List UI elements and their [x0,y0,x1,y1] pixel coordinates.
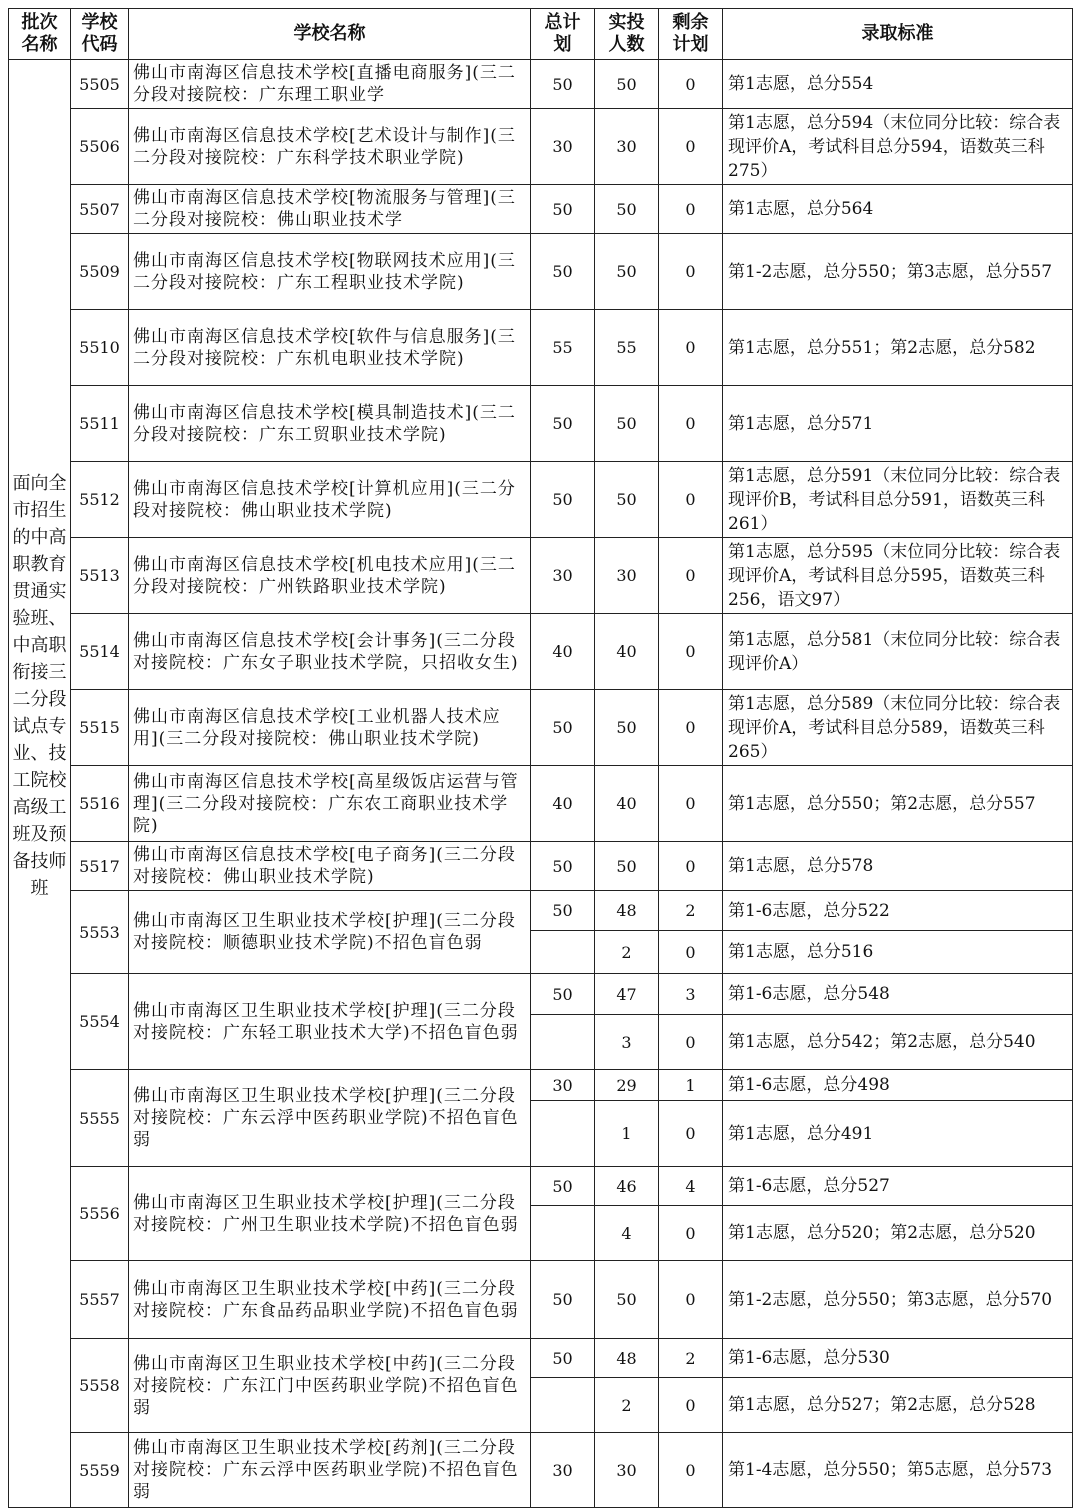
school-code-cell: 5555 [71,1070,129,1167]
table-row [9,842,1073,891]
school-name-cell: 佛山市南海区信息技术学校[软件与信息服务](三二分段对接院校：广东机电职业技术学院) [129,310,531,386]
school-code-cell: 5512 [71,462,129,538]
school-name-cell: 佛山市南海区信息技术学校[机电技术应用](三二分段对接院校：广州铁路职业技术学院) [129,538,531,614]
enrolled-count-cell: 30 [595,109,659,185]
table-row [9,1339,1073,1378]
header-standard: 录取标准 [723,9,1073,60]
header-code: 学校 代码 [71,9,129,60]
admission-standard-cell: 第1志愿，总分594（末位同分比较：综合表现评价A，考试科目总分594，语数英三科275） [723,109,1073,185]
remaining-plan-cell: 0 [659,538,723,614]
school-name-cell: 佛山市南海区信息技术学校[会计事务](三二分段对接院校：广东女子职业技术学院，只招收女生) [129,614,531,690]
school-name-cell: 佛山市南海区卫生职业技术学校[中药](三二分段对接院校：广东食品药品职业学院)不招色盲色弱 [129,1261,531,1339]
remaining-plan-cell: 0 [659,1101,723,1167]
total-plan-cell: 50 [531,60,595,109]
enrolled-count-cell: 40 [595,766,659,842]
school-name-cell: 佛山市南海区信息技术学校[模具制造技术](三二分段对接院校：广东工贸职业技术学院) [129,386,531,462]
remaining-plan-cell: 0 [659,310,723,386]
admission-standard-cell: 第1志愿，总分571 [723,386,1073,462]
school-code-cell: 5505 [71,60,129,109]
total-plan-cell: 55 [531,310,595,386]
remaining-plan-cell: 0 [659,1015,723,1070]
school-name-cell: 佛山市南海区卫生职业技术学校[护理](三二分段对接院校：广东轻工职业技术大学)不招色盲色弱 [129,974,531,1070]
school-code-cell: 5559 [71,1433,129,1508]
admission-standard-cell: 第1志愿，总分564 [723,185,1073,234]
total-plan-cell: 30 [531,538,595,614]
remaining-plan-cell: 0 [659,614,723,690]
school-name-cell: 佛山市南海区信息技术学校[直播电商服务](三二分段对接院校：广东理工职业学 [129,60,531,109]
remaining-plan-cell: 1 [659,1070,723,1101]
school-code-cell: 5510 [71,310,129,386]
enrolled-count-cell: 29 [595,1070,659,1101]
admission-standard-cell: 第1志愿，总分589（末位同分比较：综合表现评价A，考试科目总分589，语数英三科265） [723,690,1073,766]
header-name: 学校名称 [129,9,531,60]
remaining-plan-cell: 3 [659,974,723,1015]
admission-standard-cell: 第1-2志愿，总分550；第3志愿，总分570 [723,1261,1073,1339]
enrolled-count-cell: 47 [595,974,659,1015]
remaining-plan-cell: 2 [659,891,723,931]
total-plan-cell [531,1206,595,1261]
table-row [9,234,1073,310]
table-row [9,891,1073,931]
admission-standard-cell: 第1志愿，总分550；第2志愿，总分557 [723,766,1073,842]
total-plan-cell: 50 [531,462,595,538]
table-row [9,614,1073,690]
table-row [9,1261,1073,1339]
total-plan-cell: 50 [531,842,595,891]
enrolled-count-cell: 2 [595,1378,659,1433]
total-plan-cell: 50 [531,1261,595,1339]
table-row [9,690,1073,766]
school-name-cell: 佛山市南海区卫生职业技术学校[护理](三二分段对接院校：顺德职业技术学院)不招色盲色弱 [129,891,531,974]
admission-standard-cell: 第1志愿，总分542；第2志愿，总分540 [723,1015,1073,1070]
total-plan-cell: 50 [531,185,595,234]
total-plan-cell: 50 [531,1167,595,1206]
total-plan-cell: 50 [531,386,595,462]
total-plan-cell: 30 [531,1433,595,1508]
enrolled-count-cell: 46 [595,1167,659,1206]
enrolled-count-cell: 48 [595,891,659,931]
school-code-cell: 5514 [71,614,129,690]
school-name-cell: 佛山市南海区信息技术学校[计算机应用](三二分段对接院校：佛山职业技术学院) [129,462,531,538]
admission-standard-cell: 第1-6志愿，总分548 [723,974,1073,1015]
school-name-cell: 佛山市南海区信息技术学校[高星级饭店运营与管理](三二分段对接院校：广东农工商职业技术学院) [129,766,531,842]
school-code-cell: 5556 [71,1167,129,1261]
total-plan-cell [531,1101,595,1167]
enrolled-count-cell: 50 [595,462,659,538]
total-plan-cell: 50 [531,1339,595,1378]
enrolled-count-cell: 3 [595,1015,659,1070]
school-code-cell: 5558 [71,1339,129,1433]
remaining-plan-cell: 0 [659,386,723,462]
enrolled-count-cell: 48 [595,1339,659,1378]
enrolled-count-cell: 4 [595,1206,659,1261]
enrolled-count-cell: 2 [595,931,659,974]
enrolled-count-cell: 50 [595,690,659,766]
school-code-cell: 5553 [71,891,129,974]
table-row [9,974,1073,1015]
remaining-plan-cell: 0 [659,1378,723,1433]
enrolled-count-cell: 50 [595,842,659,891]
total-plan-cell: 50 [531,690,595,766]
remaining-plan-cell: 0 [659,60,723,109]
total-plan-cell: 40 [531,766,595,842]
enrolled-count-cell: 1 [595,1101,659,1167]
school-code-cell: 5516 [71,766,129,842]
remaining-plan-cell: 0 [659,185,723,234]
remaining-plan-cell: 0 [659,690,723,766]
school-code-cell: 5557 [71,1261,129,1339]
remaining-plan-cell: 0 [659,234,723,310]
table-row [9,538,1073,614]
table-row [9,1070,1073,1101]
total-plan-cell: 50 [531,234,595,310]
school-name-cell: 佛山市南海区信息技术学校[物联网技术应用](三二分段对接院校：广东工程职业技术学院) [129,234,531,310]
admission-standard-cell: 第1志愿，总分520；第2志愿，总分520 [723,1206,1073,1261]
school-code-cell: 5507 [71,185,129,234]
school-name-cell: 佛山市南海区信息技术学校[电子商务](三二分段对接院校：佛山职业技术学院) [129,842,531,891]
remaining-plan-cell: 0 [659,1206,723,1261]
admission-standard-cell: 第1志愿，总分491 [723,1101,1073,1167]
table-row [9,185,1073,234]
enrolled-count-cell: 30 [595,1433,659,1508]
school-code-cell: 5554 [71,974,129,1070]
total-plan-cell: 50 [531,974,595,1015]
admission-standard-cell: 第1-2志愿，总分550；第3志愿，总分557 [723,234,1073,310]
enrolled-count-cell: 55 [595,310,659,386]
remaining-plan-cell: 0 [659,462,723,538]
total-plan-cell [531,931,595,974]
school-code-cell: 5506 [71,109,129,185]
header-batch: 批次 名称 [9,9,71,60]
enrolled-count-cell: 40 [595,614,659,690]
admission-standard-cell: 第1-6志愿，总分530 [723,1339,1073,1378]
total-plan-cell: 40 [531,614,595,690]
school-code-cell: 5513 [71,538,129,614]
school-name-cell: 佛山市南海区卫生职业技术学校[护理](三二分段对接院校：广州卫生职业技术学院)不招色盲色弱 [129,1167,531,1261]
school-name-cell: 佛山市南海区卫生职业技术学校[护理](三二分段对接院校：广东云浮中医药职业学院)不招色盲色弱 [129,1070,531,1167]
header-total: 总计 划 [531,9,595,60]
enrolled-count-cell: 50 [595,386,659,462]
remaining-plan-cell: 0 [659,1261,723,1339]
admission-standard-cell: 第1志愿，总分578 [723,842,1073,891]
admission-standard-cell: 第1志愿，总分551；第2志愿，总分582 [723,310,1073,386]
header-enrolled: 实投 人数 [595,9,659,60]
admission-table [8,8,1073,1508]
admission-standard-cell: 第1志愿，总分527；第2志愿，总分528 [723,1378,1073,1433]
enrolled-count-cell: 50 [595,234,659,310]
table-row [9,1167,1073,1206]
admission-standard-cell: 第1志愿，总分516 [723,931,1073,974]
admission-standard-cell: 第1志愿，总分581（末位同分比较：综合表现评价A） [723,614,1073,690]
table-row [9,386,1073,462]
table-row [9,310,1073,386]
school-name-cell: 佛山市南海区卫生职业技术学校[药剂](三二分段对接院校：广东云浮中医药职业学院)不招色盲色弱 [129,1433,531,1508]
total-plan-cell: 30 [531,1070,595,1101]
admission-standard-cell: 第1志愿，总分595（末位同分比较：综合表现评价A，考试科目总分595，语数英三科256，语文97） [723,538,1073,614]
remaining-plan-cell: 4 [659,1167,723,1206]
remaining-plan-cell: 0 [659,842,723,891]
enrolled-count-cell: 30 [595,538,659,614]
enrolled-count-cell: 50 [595,185,659,234]
remaining-plan-cell: 0 [659,766,723,842]
table-row [9,1433,1073,1508]
table-row [9,109,1073,185]
table-row [9,60,1073,109]
total-plan-cell: 30 [531,109,595,185]
header-remaining: 剩余 计划 [659,9,723,60]
table-row [9,462,1073,538]
enrolled-count-cell: 50 [595,60,659,109]
admission-standard-cell: 第1-6志愿，总分498 [723,1070,1073,1101]
total-plan-cell [531,1378,595,1433]
school-code-cell: 5517 [71,842,129,891]
total-plan-cell [531,1015,595,1070]
total-plan-cell: 50 [531,891,595,931]
school-code-cell: 5515 [71,690,129,766]
table-row [9,766,1073,842]
admission-standard-cell: 第1-6志愿，总分527 [723,1167,1073,1206]
admission-standard-cell: 第1-4志愿，总分550；第5志愿，总分573 [723,1433,1073,1508]
school-name-cell: 佛山市南海区信息技术学校[工业机器人技术应用](三二分段对接院校：佛山职业技术学院) [129,690,531,766]
remaining-plan-cell: 2 [659,1339,723,1378]
school-name-cell: 佛山市南海区信息技术学校[艺术设计与制作](三二分段对接院校：广东科学技术职业学院) [129,109,531,185]
school-name-cell: 佛山市南海区信息技术学校[物流服务与管理](三二分段对接院校：佛山职业技术学 [129,185,531,234]
admission-standard-cell: 第1-6志愿，总分522 [723,891,1073,931]
school-name-cell: 佛山市南海区卫生职业技术学校[中药](三二分段对接院校：广东江门中医药职业学院)不招色盲色弱 [129,1339,531,1433]
batch-name-cell: 面向全市招生的中高职教育贯通实验班、中高职衔接三二分段试点专业、技工院校高级工班及预备技师班 [9,60,71,1508]
admission-standard-cell: 第1志愿，总分591（末位同分比较：综合表现评价B，考试科目总分591，语数英三科261） [723,462,1073,538]
remaining-plan-cell: 0 [659,109,723,185]
remaining-plan-cell: 0 [659,931,723,974]
table-body [9,60,1073,1508]
school-code-cell: 5509 [71,234,129,310]
header-row [9,9,1073,60]
school-code-cell: 5511 [71,386,129,462]
admission-standard-cell: 第1志愿，总分554 [723,60,1073,109]
enrolled-count-cell: 50 [595,1261,659,1339]
remaining-plan-cell: 0 [659,1433,723,1508]
